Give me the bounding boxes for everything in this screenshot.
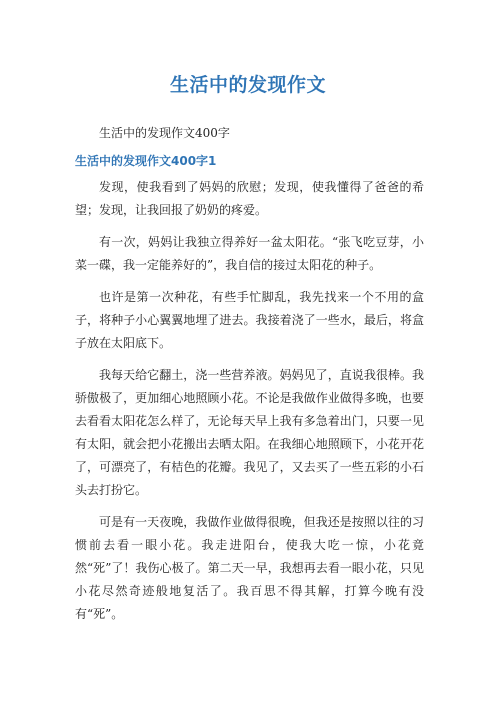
paragraph: 也许是第一次种花，有些手忙脚乱，我先找来一个不用的盒子，将种子小心翼翼地埋了进去。我接着浇了一些水，最后，将盒子放在太阳底下。: [75, 290, 424, 350]
section-heading: 生活中的发现作文400字1: [75, 154, 217, 168]
paragraph: 我每天给它翻土，浇一些营养液。妈妈见了，直说我很棒。我骄傲极了，更加细心地照顾小花。不论是我做作业做得多晚，也要去看看太阳花怎么样了，无论每天早上我有多急着出门，只要一见有太阳，就会把小花搬出去晒太阳。在我细心地照顾下，小花开花了，可漂亮了，有桔色的花瓣。我见了，又去买了一些五彩的小石头去打扮它。: [75, 368, 424, 497]
document-subtitle: 生活中的发现作文400字: [99, 126, 230, 140]
document-body: [75, 176, 424, 635]
document-title: 生活中的发现作文: [169, 74, 326, 96]
paragraph: 发现，使我看到了妈妈的欣慰；发现，使我懂得了爸爸的希望；发现，让我回报了奶奶的疼爱。: [75, 180, 424, 217]
paragraph: 可是有一天夜晚，我做作业做得很晚，但我还是按照以往的习惯前去看一眼小花。我走进阳台，使我大吃一惊，小花竟然“死”了！我伤心极了。第二天一早，我想再去看一眼小花，只见小花尽然奇迹般地复活了。我百思不得其解，打算今晚有没有“死”。: [75, 515, 424, 621]
paragraph: 有一次，妈妈让我独立得养好一盆太阳花。“张飞吃豆芽，小菜一碟，我一定能养好的”，我自信的接过太阳花的种子。: [75, 235, 424, 272]
